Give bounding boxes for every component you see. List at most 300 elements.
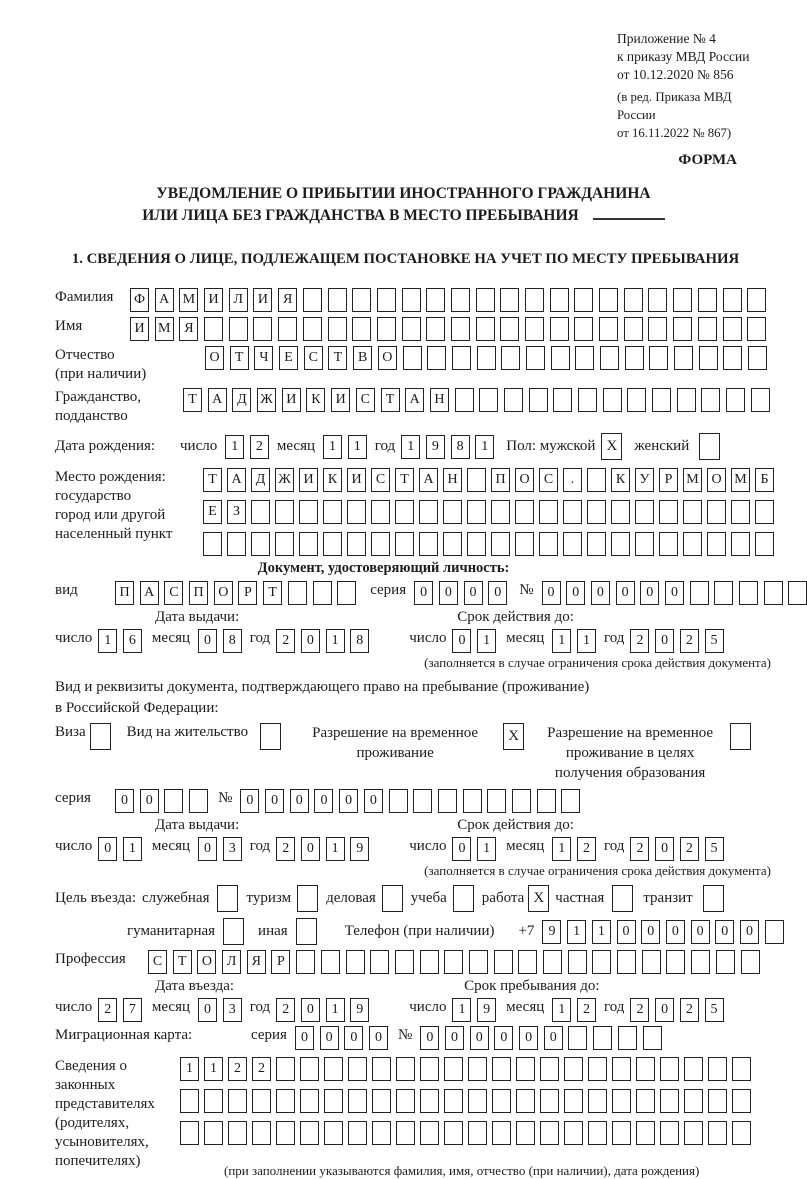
checkbox-visa[interactable]: [90, 723, 111, 750]
char-cell[interactable]: [427, 346, 446, 370]
char-cell[interactable]: Е: [279, 346, 298, 370]
char-cell[interactable]: [611, 500, 630, 524]
char-cell[interactable]: 0: [301, 837, 320, 861]
char-cell[interactable]: [347, 500, 366, 524]
char-cell[interactable]: [276, 1057, 295, 1081]
char-cell[interactable]: [731, 532, 750, 556]
char-cell[interactable]: [612, 1089, 631, 1113]
char-cell[interactable]: [228, 1089, 247, 1113]
char-cell[interactable]: [578, 388, 597, 412]
char-cell[interactable]: 0: [640, 581, 659, 605]
char-cell[interactable]: [588, 1089, 607, 1113]
char-cell[interactable]: [684, 1089, 703, 1113]
char-cell[interactable]: 0: [198, 998, 217, 1022]
char-cell[interactable]: [180, 1089, 199, 1113]
char-cell[interactable]: 2: [276, 629, 295, 653]
char-cell[interactable]: [765, 920, 784, 944]
char-cell[interactable]: Т: [203, 468, 222, 492]
char-cell[interactable]: [479, 388, 498, 412]
char-cell[interactable]: С: [304, 346, 323, 370]
char-cell[interactable]: [444, 1057, 463, 1081]
checkbox-purpose-tourism[interactable]: [297, 885, 318, 912]
char-cell[interactable]: 1: [552, 629, 571, 653]
char-cell[interactable]: [451, 317, 470, 341]
char-cell[interactable]: [723, 288, 742, 312]
char-cell[interactable]: 5: [705, 837, 724, 861]
char-cell[interactable]: 1: [477, 629, 496, 653]
char-cell[interactable]: [624, 288, 643, 312]
char-cell[interactable]: [512, 789, 531, 813]
char-cell[interactable]: [420, 1089, 439, 1113]
char-cell[interactable]: 2: [680, 998, 699, 1022]
char-cell[interactable]: [403, 346, 422, 370]
char-cell[interactable]: [300, 1089, 319, 1113]
char-cell[interactable]: [323, 500, 342, 524]
char-cell[interactable]: М: [731, 468, 750, 492]
char-cell[interactable]: [732, 1057, 751, 1081]
char-cell[interactable]: 3: [223, 998, 242, 1022]
char-cell[interactable]: [636, 1057, 655, 1081]
char-cell[interactable]: [617, 950, 636, 974]
char-cell[interactable]: У: [635, 468, 654, 492]
char-cell[interactable]: О: [707, 468, 726, 492]
char-cell[interactable]: 1: [401, 435, 420, 459]
char-cell[interactable]: [518, 950, 537, 974]
checkbox-temp-residence-edu[interactable]: [730, 723, 751, 750]
char-cell[interactable]: И: [299, 468, 318, 492]
char-cell[interactable]: [574, 317, 593, 341]
char-cell[interactable]: [625, 346, 644, 370]
char-cell[interactable]: 1: [225, 435, 244, 459]
char-cell[interactable]: 0: [542, 581, 561, 605]
char-cell[interactable]: [420, 1121, 439, 1145]
checkbox-residence-permit[interactable]: [260, 723, 281, 750]
char-cell[interactable]: [426, 288, 445, 312]
char-cell[interactable]: [300, 1121, 319, 1145]
char-cell[interactable]: [723, 317, 742, 341]
char-cell[interactable]: [593, 1026, 612, 1050]
char-cell[interactable]: Т: [328, 346, 347, 370]
char-cell[interactable]: [204, 1121, 223, 1145]
char-cell[interactable]: О: [515, 468, 534, 492]
char-cell[interactable]: 0: [420, 1026, 439, 1050]
char-cell[interactable]: [683, 532, 702, 556]
char-cell[interactable]: И: [282, 388, 301, 412]
char-cell[interactable]: [491, 532, 510, 556]
char-cell[interactable]: 2: [577, 837, 596, 861]
char-cell[interactable]: 2: [228, 1057, 247, 1081]
char-cell[interactable]: [324, 1121, 343, 1145]
char-cell[interactable]: [328, 288, 347, 312]
char-cell[interactable]: [275, 500, 294, 524]
char-cell[interactable]: Р: [238, 581, 257, 605]
char-cell[interactable]: [468, 1057, 487, 1081]
char-cell[interactable]: [402, 288, 421, 312]
char-cell[interactable]: А: [227, 468, 246, 492]
char-cell[interactable]: [426, 317, 445, 341]
char-cell[interactable]: [348, 1057, 367, 1081]
char-cell[interactable]: [451, 288, 470, 312]
char-cell[interactable]: Д: [232, 388, 251, 412]
char-cell[interactable]: 0: [265, 789, 284, 813]
char-cell[interactable]: 0: [617, 920, 636, 944]
char-cell[interactable]: М: [179, 288, 198, 312]
char-cell[interactable]: [551, 346, 570, 370]
char-cell[interactable]: 1: [475, 435, 494, 459]
char-cell[interactable]: [443, 532, 462, 556]
char-cell[interactable]: [599, 317, 618, 341]
char-cell[interactable]: [467, 468, 486, 492]
char-cell[interactable]: Т: [381, 388, 400, 412]
char-cell[interactable]: [346, 950, 365, 974]
char-cell[interactable]: [324, 1089, 343, 1113]
char-cell[interactable]: 2: [577, 998, 596, 1022]
char-cell[interactable]: [660, 1057, 679, 1081]
char-cell[interactable]: [516, 1057, 535, 1081]
char-cell[interactable]: [303, 317, 322, 341]
char-cell[interactable]: 0: [439, 581, 458, 605]
char-cell[interactable]: 8: [223, 629, 242, 653]
char-cell[interactable]: [673, 317, 692, 341]
char-cell[interactable]: 1: [326, 998, 345, 1022]
char-cell[interactable]: И: [253, 288, 272, 312]
char-cell[interactable]: [550, 317, 569, 341]
char-cell[interactable]: Ж: [257, 388, 276, 412]
char-cell[interactable]: [732, 1089, 751, 1113]
char-cell[interactable]: [189, 789, 208, 813]
char-cell[interactable]: [588, 1057, 607, 1081]
checkbox-purpose-official[interactable]: [217, 885, 238, 912]
char-cell[interactable]: 1: [577, 629, 596, 653]
char-cell[interactable]: 1: [567, 920, 586, 944]
char-cell[interactable]: [419, 500, 438, 524]
char-cell[interactable]: Н: [443, 468, 462, 492]
char-cell[interactable]: А: [140, 581, 159, 605]
char-cell[interactable]: 9: [477, 998, 496, 1022]
char-cell[interactable]: Е: [203, 500, 222, 524]
char-cell[interactable]: [229, 317, 248, 341]
char-cell[interactable]: [648, 288, 667, 312]
char-cell[interactable]: [716, 950, 735, 974]
char-cell[interactable]: [476, 288, 495, 312]
char-cell[interactable]: [463, 789, 482, 813]
char-cell[interactable]: А: [155, 288, 174, 312]
char-cell[interactable]: Т: [230, 346, 249, 370]
char-cell[interactable]: 3: [223, 837, 242, 861]
char-cell[interactable]: 9: [350, 837, 369, 861]
char-cell[interactable]: 2: [250, 435, 269, 459]
char-cell[interactable]: [377, 288, 396, 312]
char-cell[interactable]: 2: [680, 629, 699, 653]
char-cell[interactable]: К: [611, 468, 630, 492]
char-cell[interactable]: [691, 950, 710, 974]
char-cell[interactable]: [321, 950, 340, 974]
checkbox-temp-residence[interactable]: X: [503, 723, 524, 750]
char-cell[interactable]: [575, 346, 594, 370]
char-cell[interactable]: [683, 500, 702, 524]
char-cell[interactable]: [395, 500, 414, 524]
char-cell[interactable]: [748, 346, 767, 370]
char-cell[interactable]: [587, 468, 606, 492]
char-cell[interactable]: [492, 1089, 511, 1113]
char-cell[interactable]: [419, 532, 438, 556]
char-cell[interactable]: [612, 1057, 631, 1081]
char-cell[interactable]: [371, 500, 390, 524]
char-cell[interactable]: Р: [271, 950, 290, 974]
char-cell[interactable]: [699, 346, 718, 370]
char-cell[interactable]: [553, 388, 572, 412]
char-cell[interactable]: [515, 500, 534, 524]
char-cell[interactable]: [643, 1026, 662, 1050]
char-cell[interactable]: [755, 532, 774, 556]
char-cell[interactable]: [659, 532, 678, 556]
char-cell[interactable]: [389, 789, 408, 813]
char-cell[interactable]: 1: [552, 998, 571, 1022]
char-cell[interactable]: [741, 950, 760, 974]
char-cell[interactable]: [278, 317, 297, 341]
char-cell[interactable]: [603, 388, 622, 412]
checkbox-purpose-transit[interactable]: [703, 885, 724, 912]
char-cell[interactable]: [395, 532, 414, 556]
char-cell[interactable]: 0: [320, 1026, 339, 1050]
char-cell[interactable]: [253, 317, 272, 341]
char-cell[interactable]: 0: [290, 789, 309, 813]
char-cell[interactable]: 0: [488, 581, 507, 605]
char-cell[interactable]: [420, 950, 439, 974]
char-cell[interactable]: [659, 500, 678, 524]
char-cell[interactable]: С: [148, 950, 167, 974]
char-cell[interactable]: 1: [98, 629, 117, 653]
char-cell[interactable]: 9: [426, 435, 445, 459]
char-cell[interactable]: [526, 346, 545, 370]
char-cell[interactable]: [413, 789, 432, 813]
char-cell[interactable]: [487, 789, 506, 813]
checkbox-sex-male[interactable]: X: [601, 433, 622, 460]
char-cell[interactable]: Т: [173, 950, 192, 974]
char-cell[interactable]: 0: [314, 789, 333, 813]
char-cell[interactable]: 1: [326, 629, 345, 653]
char-cell[interactable]: [543, 950, 562, 974]
char-cell[interactable]: 0: [115, 789, 134, 813]
char-cell[interactable]: 1: [552, 837, 571, 861]
char-cell[interactable]: [652, 388, 671, 412]
char-cell[interactable]: [516, 1089, 535, 1113]
char-cell[interactable]: [504, 388, 523, 412]
char-cell[interactable]: [563, 500, 582, 524]
char-cell[interactable]: [561, 789, 580, 813]
char-cell[interactable]: [467, 500, 486, 524]
char-cell[interactable]: [370, 950, 389, 974]
char-cell[interactable]: 0: [344, 1026, 363, 1050]
char-cell[interactable]: 0: [295, 1026, 314, 1050]
char-cell[interactable]: 7: [123, 998, 142, 1022]
char-cell[interactable]: Б: [755, 468, 774, 492]
char-cell[interactable]: 0: [641, 920, 660, 944]
char-cell[interactable]: [568, 1026, 587, 1050]
checkbox-purpose-work[interactable]: X: [528, 885, 549, 912]
char-cell[interactable]: А: [208, 388, 227, 412]
char-cell[interactable]: [588, 1121, 607, 1145]
char-cell[interactable]: [348, 1089, 367, 1113]
char-cell[interactable]: О: [197, 950, 216, 974]
char-cell[interactable]: П: [189, 581, 208, 605]
char-cell[interactable]: [666, 950, 685, 974]
char-cell[interactable]: [501, 346, 520, 370]
char-cell[interactable]: [348, 1121, 367, 1145]
char-cell[interactable]: [611, 532, 630, 556]
char-cell[interactable]: [707, 500, 726, 524]
char-cell[interactable]: [443, 500, 462, 524]
char-cell[interactable]: 0: [301, 629, 320, 653]
char-cell[interactable]: 0: [464, 581, 483, 605]
char-cell[interactable]: [352, 288, 371, 312]
char-cell[interactable]: [674, 346, 693, 370]
char-cell[interactable]: [328, 317, 347, 341]
char-cell[interactable]: [252, 1121, 271, 1145]
char-cell[interactable]: [492, 1121, 511, 1145]
char-cell[interactable]: Д: [251, 468, 270, 492]
char-cell[interactable]: [660, 1121, 679, 1145]
char-cell[interactable]: [701, 388, 720, 412]
char-cell[interactable]: [764, 581, 783, 605]
char-cell[interactable]: [684, 1121, 703, 1145]
char-cell[interactable]: И: [331, 388, 350, 412]
char-cell[interactable]: [714, 581, 733, 605]
char-cell[interactable]: [747, 317, 766, 341]
char-cell[interactable]: [377, 317, 396, 341]
char-cell[interactable]: [323, 532, 342, 556]
char-cell[interactable]: 1: [452, 998, 471, 1022]
char-cell[interactable]: .: [563, 468, 582, 492]
char-cell[interactable]: [251, 500, 270, 524]
char-cell[interactable]: [660, 1089, 679, 1113]
char-cell[interactable]: [438, 789, 457, 813]
char-cell[interactable]: [627, 388, 646, 412]
char-cell[interactable]: [396, 1089, 415, 1113]
char-cell[interactable]: [494, 950, 513, 974]
char-cell[interactable]: [698, 288, 717, 312]
char-cell[interactable]: [444, 1089, 463, 1113]
char-cell[interactable]: [204, 317, 223, 341]
char-cell[interactable]: 2: [630, 998, 649, 1022]
char-cell[interactable]: 0: [616, 581, 635, 605]
char-cell[interactable]: [599, 288, 618, 312]
char-cell[interactable]: [296, 950, 315, 974]
char-cell[interactable]: И: [130, 317, 149, 341]
char-cell[interactable]: 8: [451, 435, 470, 459]
char-cell[interactable]: [755, 500, 774, 524]
char-cell[interactable]: [751, 388, 770, 412]
char-cell[interactable]: 0: [414, 581, 433, 605]
char-cell[interactable]: [587, 500, 606, 524]
char-cell[interactable]: Ж: [275, 468, 294, 492]
char-cell[interactable]: [698, 317, 717, 341]
char-cell[interactable]: С: [371, 468, 390, 492]
char-cell[interactable]: Р: [659, 468, 678, 492]
char-cell[interactable]: 9: [350, 998, 369, 1022]
char-cell[interactable]: [468, 1089, 487, 1113]
char-cell[interactable]: [747, 288, 766, 312]
char-cell[interactable]: [288, 581, 307, 605]
char-cell[interactable]: [444, 950, 463, 974]
char-cell[interactable]: [476, 317, 495, 341]
char-cell[interactable]: 0: [665, 581, 684, 605]
char-cell[interactable]: [539, 532, 558, 556]
char-cell[interactable]: [420, 1057, 439, 1081]
char-cell[interactable]: [707, 532, 726, 556]
char-cell[interactable]: [525, 288, 544, 312]
char-cell[interactable]: [303, 288, 322, 312]
char-cell[interactable]: 0: [240, 789, 259, 813]
char-cell[interactable]: Ф: [130, 288, 149, 312]
char-cell[interactable]: С: [539, 468, 558, 492]
checkbox-purpose-study[interactable]: [453, 885, 474, 912]
char-cell[interactable]: [723, 346, 742, 370]
char-cell[interactable]: 1: [323, 435, 342, 459]
char-cell[interactable]: 2: [630, 629, 649, 653]
char-cell[interactable]: О: [378, 346, 397, 370]
char-cell[interactable]: [252, 1089, 271, 1113]
char-cell[interactable]: 0: [198, 629, 217, 653]
char-cell[interactable]: [564, 1089, 583, 1113]
char-cell[interactable]: 0: [452, 629, 471, 653]
char-cell[interactable]: [564, 1057, 583, 1081]
char-cell[interactable]: М: [683, 468, 702, 492]
char-cell[interactable]: З: [227, 500, 246, 524]
char-cell[interactable]: Я: [247, 950, 266, 974]
checkbox-purpose-business[interactable]: [382, 885, 403, 912]
char-cell[interactable]: [299, 500, 318, 524]
char-cell[interactable]: [500, 288, 519, 312]
char-cell[interactable]: [731, 500, 750, 524]
char-cell[interactable]: [708, 1057, 727, 1081]
char-cell[interactable]: [587, 532, 606, 556]
char-cell[interactable]: [635, 532, 654, 556]
char-cell[interactable]: И: [347, 468, 366, 492]
char-cell[interactable]: 0: [566, 581, 585, 605]
char-cell[interactable]: [624, 317, 643, 341]
char-cell[interactable]: Н: [430, 388, 449, 412]
char-cell[interactable]: [324, 1057, 343, 1081]
char-cell[interactable]: [467, 532, 486, 556]
char-cell[interactable]: [352, 317, 371, 341]
char-cell[interactable]: Т: [183, 388, 202, 412]
char-cell[interactable]: [684, 1057, 703, 1081]
char-cell[interactable]: 2: [680, 837, 699, 861]
checkbox-purpose-other[interactable]: [296, 918, 317, 945]
char-cell[interactable]: [299, 532, 318, 556]
char-cell[interactable]: 1: [180, 1057, 199, 1081]
char-cell[interactable]: А: [419, 468, 438, 492]
char-cell[interactable]: 5: [705, 998, 724, 1022]
char-cell[interactable]: [568, 950, 587, 974]
char-cell[interactable]: 5: [705, 629, 724, 653]
char-cell[interactable]: И: [204, 288, 223, 312]
char-cell[interactable]: [452, 346, 471, 370]
char-cell[interactable]: [300, 1057, 319, 1081]
char-cell[interactable]: [788, 581, 807, 605]
char-cell[interactable]: К: [323, 468, 342, 492]
char-cell[interactable]: [732, 1121, 751, 1145]
char-cell[interactable]: 0: [655, 998, 674, 1022]
char-cell[interactable]: [228, 1121, 247, 1145]
char-cell[interactable]: 0: [339, 789, 358, 813]
char-cell[interactable]: [276, 1121, 295, 1145]
char-cell[interactable]: [396, 1057, 415, 1081]
char-cell[interactable]: [677, 388, 696, 412]
char-cell[interactable]: Л: [229, 288, 248, 312]
char-cell[interactable]: 1: [326, 837, 345, 861]
